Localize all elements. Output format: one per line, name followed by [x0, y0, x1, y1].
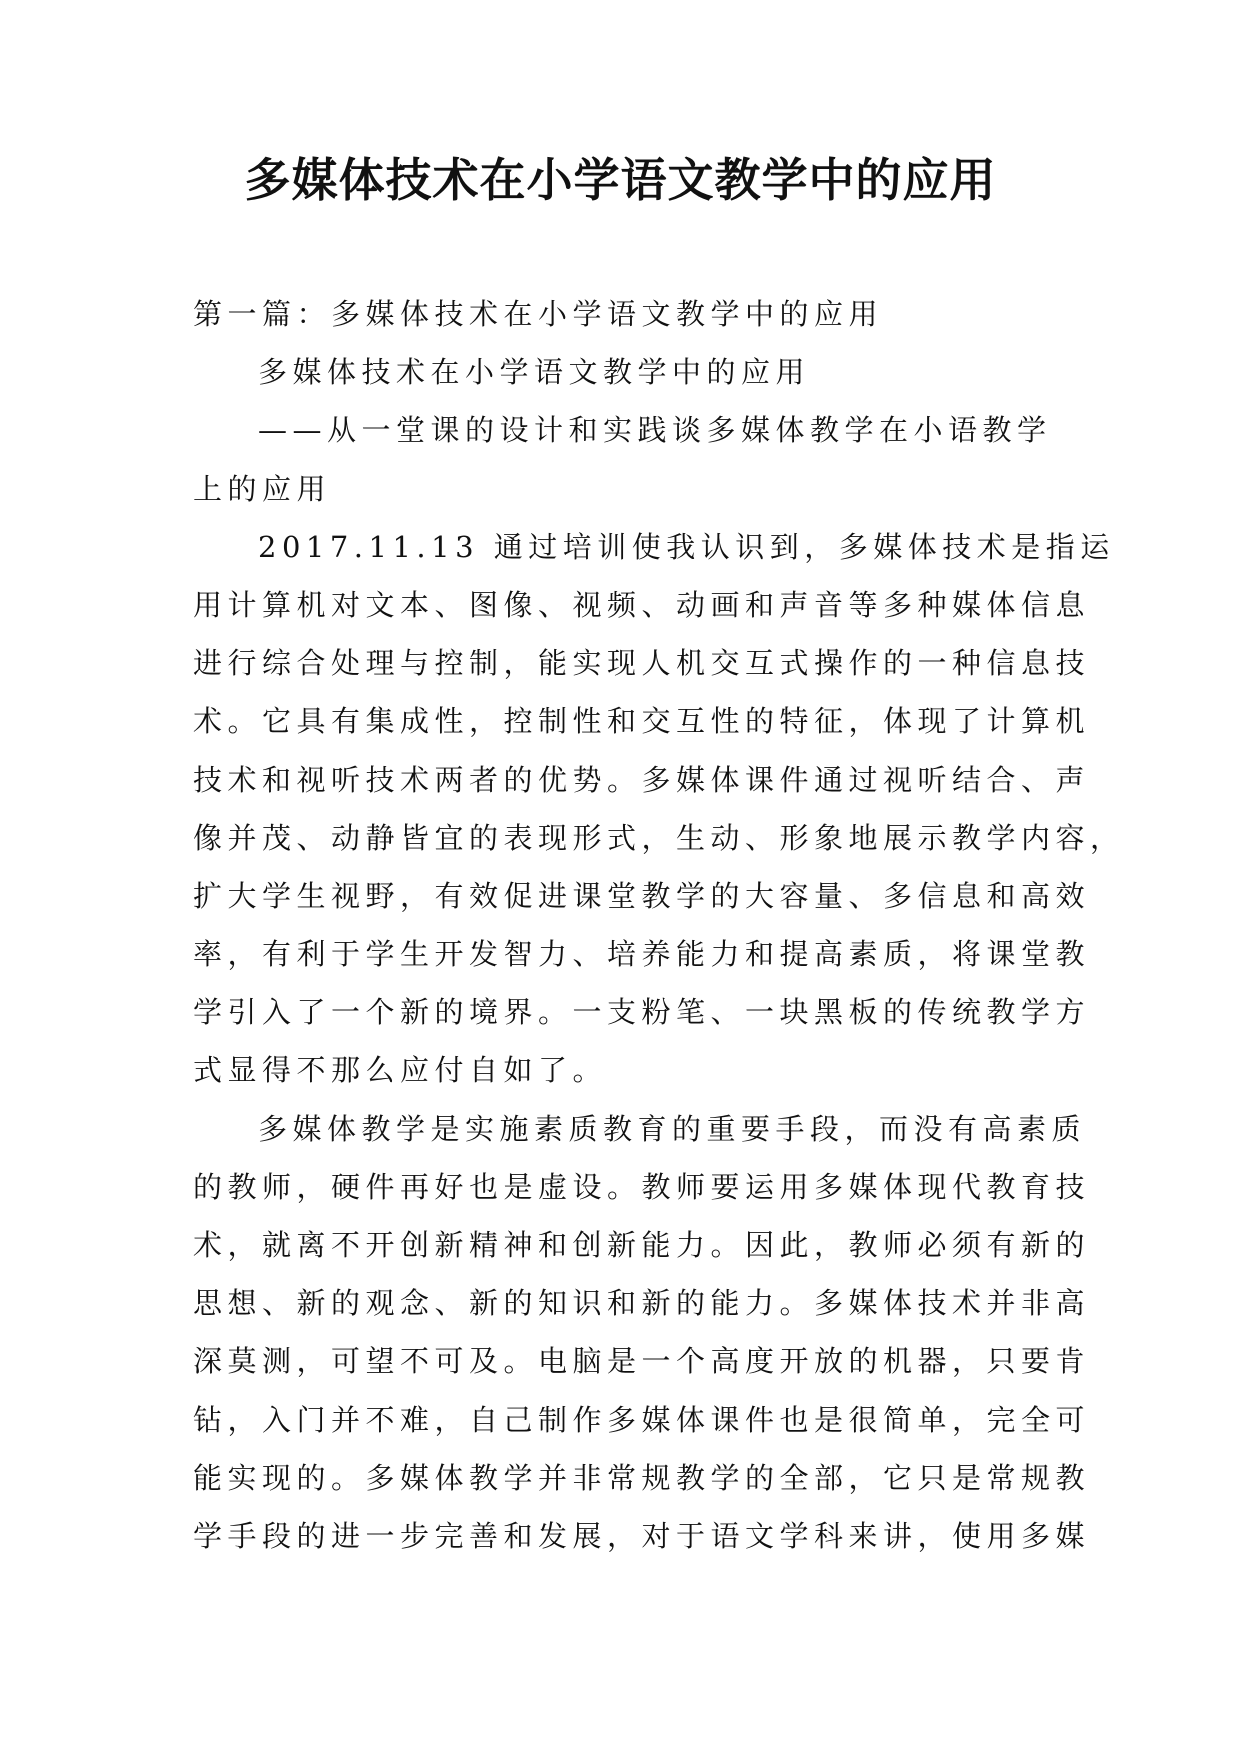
subtitle-line: 上的应用: [193, 471, 332, 506]
paragraph-line: 能实现的。多媒体教学并非常规教学的全部，它只是常规教: [193, 1460, 1091, 1495]
paragraph-line: 术。它具有集成性，控制性和交互性的特征，体现了计算机: [193, 704, 1091, 739]
paragraph-line: 多媒体教学是实施素质教育的重要手段，而没有高素质: [258, 1111, 1087, 1146]
paragraph-line: 式显得不那么应付自如了。: [193, 1053, 608, 1088]
paragraph-line: 扩大学生视野，有效促进课堂教学的大容量、多信息和高效: [193, 878, 1091, 913]
paragraph-line: 技术和视听技术两者的优势。多媒体课件通过视听结合、声: [193, 762, 1091, 797]
heading-line: 第一篇：多媒体技术在小学语文教学中的应用: [193, 297, 884, 331]
paragraph-line: 进行综合处理与控制，能实现人机交互式操作的一种信息技: [193, 646, 1091, 681]
paragraph-line: 深莫测，可望不可及。电脑是一个高度开放的机器，只要肯: [193, 1344, 1091, 1379]
paragraph-line: 钻，入门并不难，自己制作多媒体课件也是很简单，完全可: [193, 1402, 1091, 1437]
paragraph-line: 学引入了一个新的境界。一支粉笔、一块黑板的传统教学方: [193, 995, 1091, 1030]
paragraph-line: 思想、新的观念、新的知识和新的能力。多媒体技术并非高: [193, 1286, 1091, 1321]
document-title: 多媒体技术在小学语文教学中的应用: [244, 153, 997, 207]
paragraph-line: 学手段的进一步完善和发展，对于语文学科来讲，使用多媒: [193, 1518, 1091, 1553]
subtitle-line: 多媒体技术在小学语文教学中的应用: [258, 355, 811, 390]
paragraph-line: 像并茂、动静皆宜的表现形式，生动、形象地展示教学内容，: [193, 820, 1125, 855]
paragraph-line: 的教师，硬件再好也是虚设。教师要运用多媒体现代教育技: [193, 1169, 1091, 1204]
paragraph-line: 术，就离不开创新精神和创新能力。因此，教师必须有新的: [193, 1228, 1091, 1262]
paragraph-line: 用计算机对文本、图像、视频、动画和声音等多种媒体信息: [193, 587, 1091, 622]
paragraph-line: 2017.11.13 通过培训使我认识到，多媒体技术是指运: [258, 529, 1115, 564]
document-body: [193, 285, 1125, 1565]
paragraph-line: 率，有利于学生开发智力、培养能力和提高素质，将课堂教: [193, 937, 1091, 972]
subtitle-line: ——从一堂课的设计和实践谈多媒体教学在小语教学: [258, 413, 1052, 448]
